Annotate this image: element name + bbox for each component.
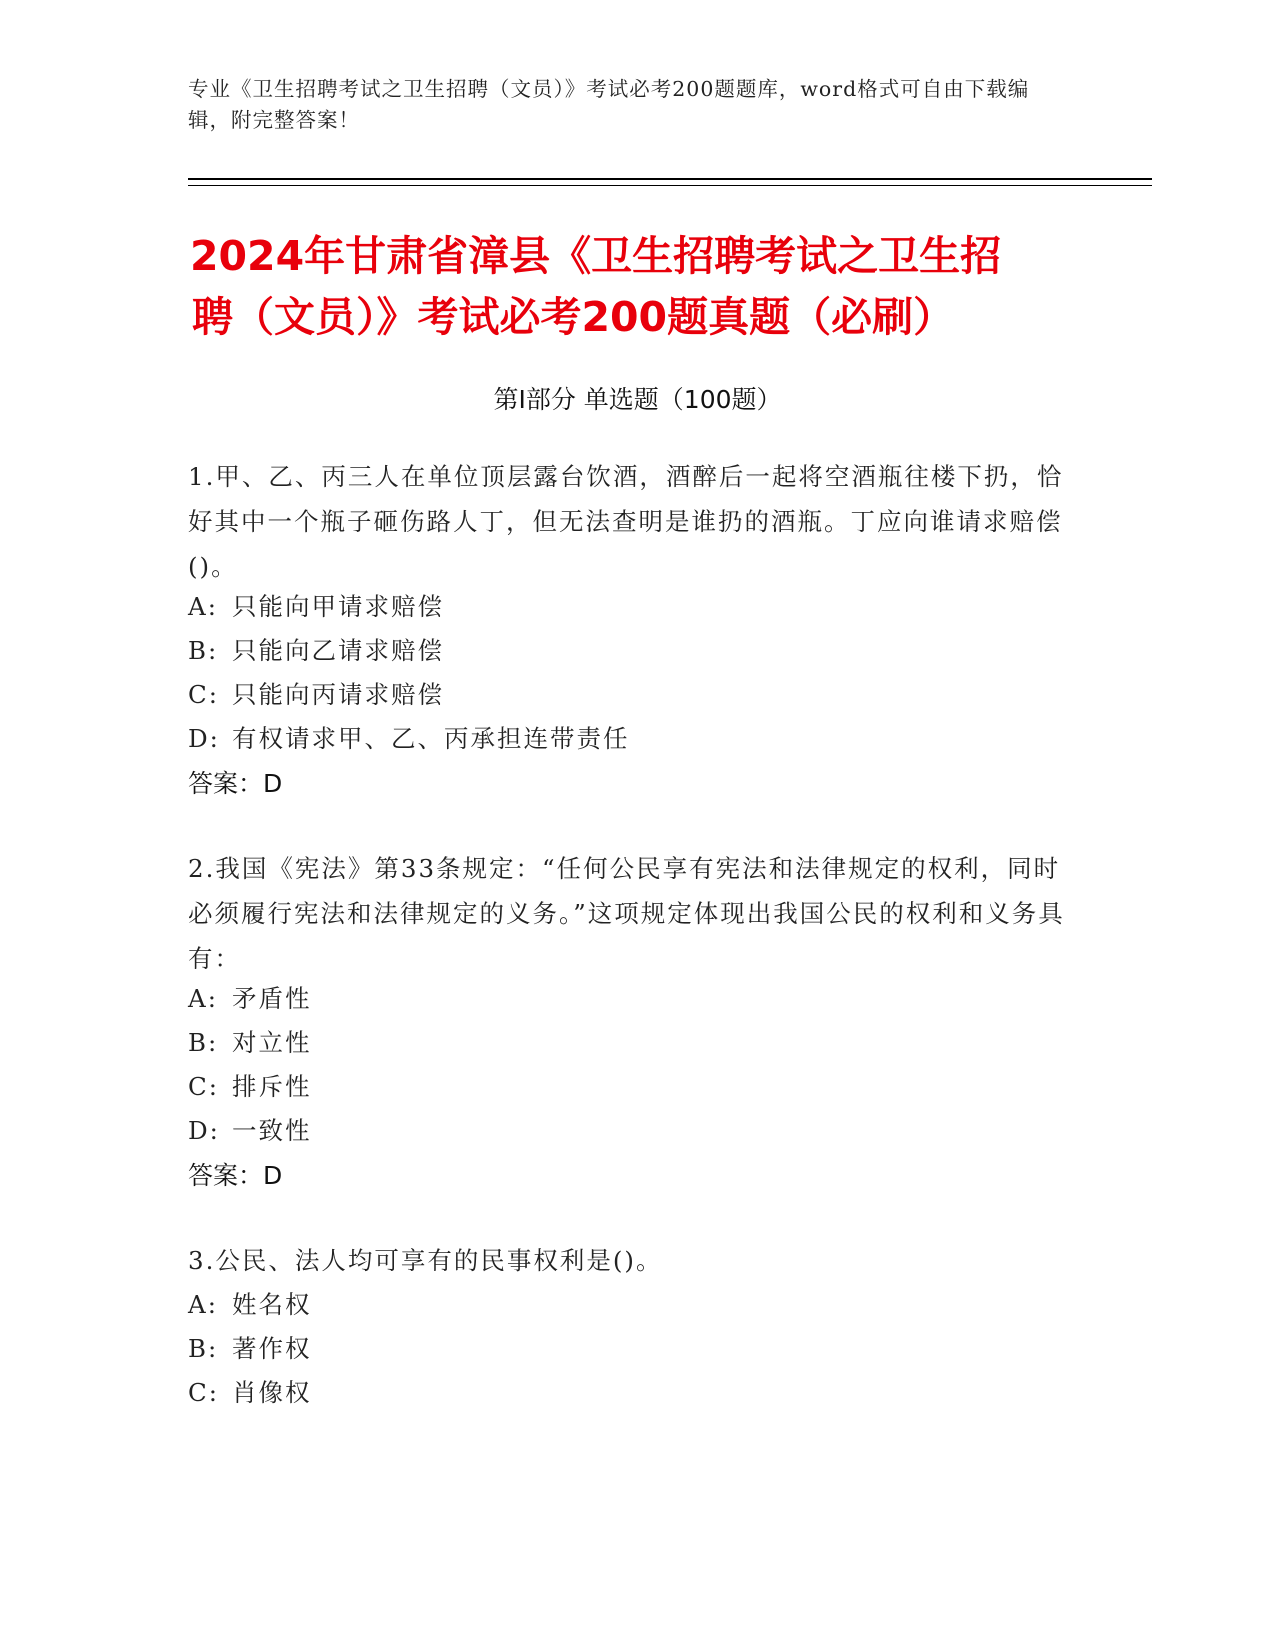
- question-3-option-b: [188, 1326, 1068, 1371]
- option-text: 只能向丙请求赔偿: [232, 680, 444, 709]
- header-rule-thin: [188, 185, 1152, 186]
- option-text: 一致性: [232, 1116, 312, 1145]
- option-text: 肖像权: [232, 1378, 312, 1407]
- option-letter: C:: [188, 680, 220, 709]
- option-letter: B:: [188, 1028, 219, 1057]
- option-text: 排斥性: [232, 1072, 312, 1101]
- document-title: [190, 226, 1090, 348]
- question-2-option-b: [188, 1020, 1068, 1065]
- question-1-option-c: [188, 672, 1068, 717]
- option-letter: A:: [188, 984, 218, 1013]
- section-heading: 第I部分 单选题（100题）: [493, 385, 782, 414]
- question-1-option-a: [188, 584, 1068, 629]
- question-2-option-a: [188, 976, 1068, 1021]
- question-3-text: 3.公民、法人均可享有的民事权利是()。: [188, 1246, 663, 1275]
- question-3-option-a: [188, 1282, 1068, 1327]
- question-1-answer: 答案：D: [188, 769, 283, 798]
- option-letter: A:: [188, 592, 218, 621]
- option-letter: B:: [188, 1334, 219, 1363]
- document-title-line-2: 聘（文员）》考试必考200题真题（必刷）: [192, 293, 955, 341]
- option-text: 著作权: [232, 1334, 312, 1363]
- option-text: 对立性: [232, 1028, 312, 1057]
- header-note: 专业《卫生招聘考试之卫生招聘（文员）》考试必考200题题库，word格式可自由下载编辑，附完整答案！: [188, 77, 1030, 132]
- option-text: 只能向乙请求赔偿: [232, 636, 444, 665]
- question-3-option-c: [188, 1370, 1068, 1415]
- option-letter: D:: [188, 724, 220, 753]
- option-letter: B:: [188, 636, 219, 665]
- option-letter: A:: [188, 1290, 218, 1319]
- option-text: 有权请求甲、乙、丙承担连带责任: [232, 724, 630, 753]
- question-1-text: 1.甲、乙、丙三人在单位顶层露台饮酒，酒醉后一起将空酒瓶往楼下扔，恰好其中一个瓶子砸伤路人丁，但无法查明是谁扔的酒瓶。丁应向谁请求赔偿()。: [188, 462, 1064, 581]
- option-letter: C:: [188, 1378, 220, 1407]
- question-2-option-c: [188, 1064, 1068, 1109]
- option-text: 矛盾性: [232, 984, 312, 1013]
- option-letter: C:: [188, 1072, 220, 1101]
- question-1-option-d: [188, 716, 1068, 761]
- header-rule-thick: [188, 178, 1152, 180]
- question-2-answer: 答案：D: [188, 1161, 283, 1190]
- question-2-text: 2.我国《宪法》第33条规定：“任何公民享有宪法和法律规定的权利，同时必须履行宪法和法律规定的义务。”这项规定体现出我国公民的权利和义务具有：: [188, 854, 1065, 973]
- document-title-line-1: 2024年甘肃省漳县《卫生招聘考试之卫生招: [190, 232, 1002, 280]
- question-2-option-d: [188, 1108, 1068, 1153]
- option-text: 姓名权: [232, 1290, 312, 1319]
- question-1-option-b: [188, 628, 1068, 673]
- option-letter: D:: [188, 1116, 220, 1145]
- option-text: 只能向甲请求赔偿: [232, 592, 444, 621]
